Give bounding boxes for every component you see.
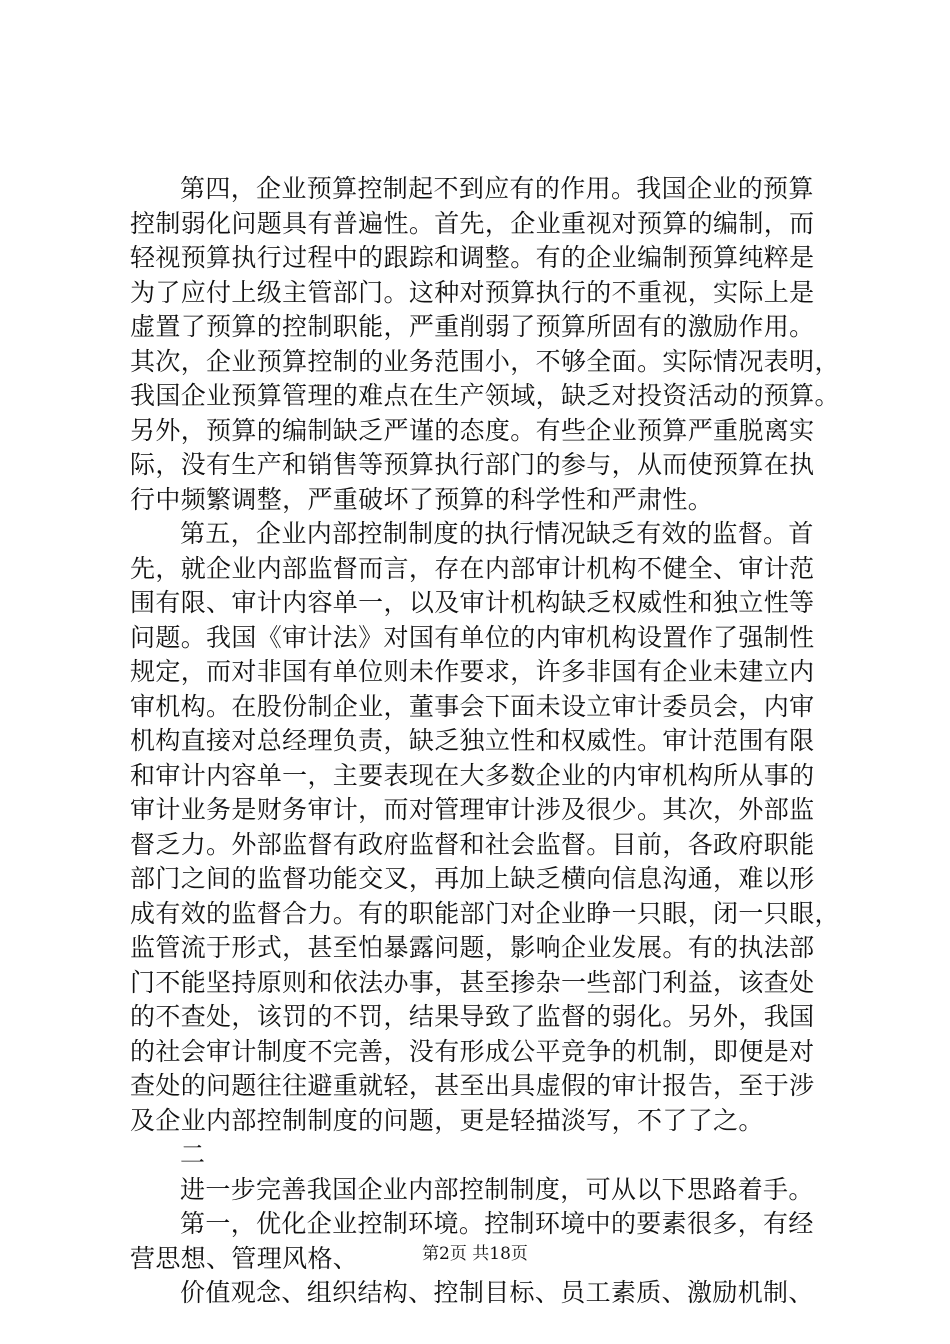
paragraph-line: 问题。我国《审计法》对国有单位的内审机构设置作了强制性 (130, 622, 815, 652)
paragraph-line: 成有效的监督合力。有的职能部门对企业睁一只眼，闭一只眼， (130, 898, 840, 928)
paragraph-line: 先，就企业内部监督而言，存在内部审计机构不健全、审计范 (130, 553, 815, 583)
paragraph-line: 第一，优化企业控制环境。控制环境中的要素很多，有经 (180, 1209, 814, 1238)
paragraph-line: 第四，企业预算控制起不到应有的作用。我国企业的预算 (180, 174, 814, 203)
page-footer (0, 1243, 950, 1265)
paragraph-line: 为了应付上级主管部门。这种对预算执行的不重视，实际上是 (130, 277, 815, 307)
paragraph-line: 审机构。在股份制企业，董事会下面未设立审计委员会，内审 (130, 691, 815, 721)
paragraph-line: 另外，预算的编制缺乏严谨的态度。有些企业预算严重脱离实 (130, 415, 815, 445)
paragraph-line: 部门之间的监督功能交叉，再加上缺乏横向信息沟通，难以形 (130, 864, 815, 893)
paragraph-line: 审计业务是财务审计，而对管理审计涉及很少。其次，外部监 (130, 795, 815, 824)
paragraph-line: 价值观念、组织结构、控制目标、员工素质、激励机制、 (180, 1278, 814, 1307)
paragraph-line: 及企业内部控制制度的问题，更是轻描淡写，不了了之。 (130, 1105, 764, 1135)
page-number: 第2页 共18页 (422, 1244, 528, 1264)
paragraph-line: 围有限、审计内容单一，以及审计机构缺乏权威性和独立性等 (130, 588, 815, 617)
paragraph-line: 营思想、管理风格、 (130, 1243, 359, 1273)
paragraph-line: 虚置了预算的控制职能，严重削弱了预算所固有的激励作用。 (130, 312, 815, 341)
paragraph-line: 机构直接对总经理负责，缺乏独立性和权威性。审计范围有限 (130, 726, 815, 755)
paragraph-line: 轻视预算执行过程中的跟踪和调整。有的企业编制预算纯粹是 (130, 243, 815, 272)
paragraph-line: 我国企业预算管理的难点在生产领域，缺乏对投资活动的预算。 (130, 381, 840, 410)
paragraph-line: 监管流于形式，甚至怕暴露问题，影响企业发展。有的执法部 (130, 933, 815, 962)
paragraph-line: 控制弱化问题具有普遍性。首先，企业重视对预算的编制，而 (130, 208, 815, 238)
paragraph-line: 查处的问题往往避重就轻，甚至出具虚假的审计报告，至于涉 (130, 1071, 815, 1100)
document-body (130, 172, 840, 1311)
paragraph-line: 的不查处，该罚的不罚，结果导致了监督的弱化。另外，我国 (130, 1002, 815, 1031)
paragraph-line: 际，没有生产和销售等预算执行部门的参与，从而使预算在执 (130, 450, 815, 479)
section-number: 二 (180, 1140, 206, 1169)
paragraph-line: 规定，而对非国有单位则未作要求，许多非国有企业未建立内 (130, 657, 815, 686)
paragraph-line: 督乏力。外部监督有政府监督和社会监督。目前，各政府职能 (130, 829, 815, 859)
paragraph-line: 进一步完善我国企业内部控制制度，可从以下思路着手。 (180, 1174, 814, 1204)
paragraph-line: 行中频繁调整，严重破坏了预算的科学性和严肃性。 (130, 484, 714, 514)
paragraph-line: 和审计内容单一，主要表现在大多数企业的内审机构所从事的 (130, 760, 815, 790)
paragraph-line: 其次，企业预算控制的业务范围小，不够全面。实际情况表明， (130, 346, 840, 376)
paragraph-line: 门不能坚持原则和依法办事，甚至掺杂一些部门利益，该查处 (130, 967, 815, 997)
paragraph-line: 的社会审计制度不完善，没有形成公平竞争的机制，即便是对 (130, 1036, 815, 1066)
paragraph-line: 第五，企业内部控制制度的执行情况缺乏有效的监督。首 (180, 519, 814, 548)
